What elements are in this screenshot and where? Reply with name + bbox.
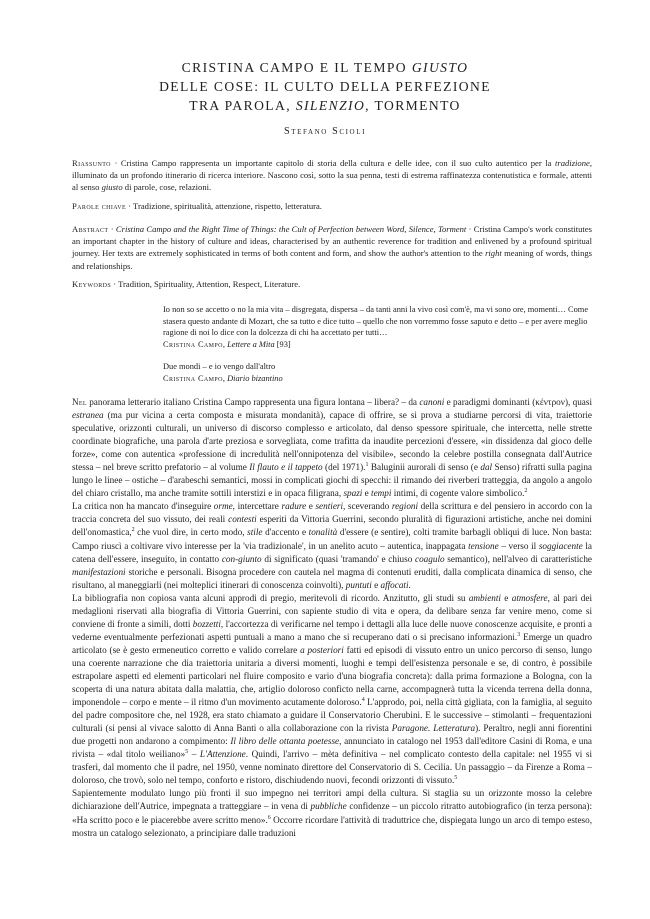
parole-chiave-label: Parole chiave <box>72 201 127 211</box>
epigraph-1-source: Cristina Campo, Lettere a Mita [93] <box>163 339 291 349</box>
epigraph-2-text: Due mondi – e io vengo dall'altro <box>163 362 276 371</box>
riassunto-label: Riassunto <box>72 158 111 168</box>
footnote-ref[interactable]: 1 <box>365 462 369 469</box>
title-line-3: TRA PAROLA, SILENZIO, TORMENTO <box>189 98 461 113</box>
body-paragraph-3: La bibliografia non copiosa vanta alcuni approdi di pregio, meritevoli di ricordo. Anzitutto, gli studi su ambienti e atmosfere, al pari dei medaglioni riservati alla biografia di Vittoria Guerrini, con sapiente studio di vita e opera, da delibare senza far venire meno, come si conviene di fronte a simili, dotti bozzetti, l'accortezza di verificarne nel tempo i dettagli alla luce delle nuove conoscenze acquisite, e pronti a vederne eventualmente perfezionati aspetti puntuali a mano a mano che si recuperano dati o si precisano informazioni.$^3$ Emerge un quadro articolato (se è gesto ermeneutico corretto e valido correlare a posteriori fatti ed episodi di vissuto entro un unico percorso di senso, lungo una coerente narrazione che dia traiettoria unitaria a diversi momenti, luoghi e tempi dell'esistenza personale e se, di contro, è possibile estrapolare aspetti ed elementi particolari nel fluire composito e vario d'una biografia concreta): dalla prima formazione a Bologna, con la scoperta di una natura abitata dalla malattia, che, artiglio doloroso conficto nella carne, accompagnerà tutta la vicenda terrena della donna, imponendole – corpo e mente – il ritmo d'un movimento acutamente doloroso.$^4$ L'approdo, poi, nella città gigliata, con la famiglia, al seguito del padre compositore che, nel 1928, era stato chiamato a guidare il Conservatorio Cherubini. E le successive – stimolanti – frequentazioni culturali (si pensi al vivace salotto di Anna Banti o alla collaborazione con la rivista Paragone. Letteratura). Peraltro, negli anni fiorentini due progetti non andarono a compimento: Il libro delle ottanta poetesse, annunciato in catalogo nel 1953 dall'editore Casini di Roma, e una rivista – «dal titolo weiliano»$^5$ – L'Attenzione. Quindi, l'arrivo – mèta definitiva – nel complicato contesto della capitale: nel 1955 vi si trasferì, dal momento che il padre, nel 1950, venne nominato direttore del Conservatorio di S. Cecilia. Un passaggio – da Firenze a Roma – doloroso, che trovò, solo nel tempo, conforto e ristoro, dischiudendo nuovi, fecondi orizzonti di vissuto.$^5$ <box>72 592 593 786</box>
footnote-ref[interactable]: 3 <box>517 631 521 638</box>
footnote-ref[interactable]: 6 <box>267 814 271 821</box>
riassunto-paragraph: Riassunto · Cristina Campo rappresenta un importante capitolo di storia della cultura e delle idee, con il suo culto autentico per la tradizione, illuminato da un profondo itinerario di ricerca interiore. Nascono così, sotto la sua penna, testi di estrema raffinatezza contenutistica e formale, attenti al senso giusto di parole, cose, relazioni. <box>72 158 592 193</box>
footnote-ref[interactable]: 5 <box>454 775 458 782</box>
keywords-label: Keywords <box>72 279 112 289</box>
body-paragraph-1: Nel panorama letterario italiano Cristina Campo rappresenta una figura lontana – libera? – da canoni e paradigmi dominanti (κέντρον), quasi estranea (ma pur vicina a certa composta e misurata mondanità), capace di offrire, se si prova a studiarne percorsi di vita, traiettorie speculative, orizzonti culturali, un universo di discorso complesso e articolato, dal denso spessore spirituale, che intercetta, nelle strette coordinate biografiche, una parola d'arte preziosa e sorvegliata, come trafitta da inaudite percezioni d'essere, «in dissidenza dal gioco delle forze», come con autentica «professione di incredulità nell'onnipotenza del visibile», secondo la celebre postilla consegnata dall'Autrice stessa – nel breve scritto prefatorio – al volume Il flauto e il tappeto (del 1971).$^1$ Baluginii aurorali di senso (e dal Senso) rifratti sulla pagina lungo le linee – ostiche – d'arabeschi semantici, mossi in complicati giochi di specchi: il rimando dei riverberi tratteggia, da angolo a angolo del chiaro cristallo, ma anche tramite sottili interstizi e in opaca filigrana, spazi e tempi intimi, di cogente valore simbolico.$^2$ <box>72 397 593 499</box>
footnote-ref[interactable]: 2 <box>131 527 135 534</box>
footnote-ref[interactable]: 4 <box>361 697 365 704</box>
abstract-paragraph: Abstract · Cristina Campo and the Right Time of Things: the Cult of Perfection between Word, Silence, Torment · Cristina Campo's work constitutes an important chapter in the history of culture and ideas, characterised by an authentic reverence for tradition and enlivened by a profound spiritual journey. Her texts are extremely sophisticated in terms of both content and form, and show the author's attention to the right meaning of words, things and relationships. <box>72 224 593 271</box>
epigraph-2-source: Cristina Campo, Diario bizantino <box>163 373 283 383</box>
footnote-ref[interactable]: 5 <box>185 749 189 756</box>
epigraph-2 <box>163 361 591 384</box>
parole-chiave-paragraph: Parole chiave · Tradizione, spiritualità, attenzione, rispetto, letteratura. <box>72 201 322 211</box>
body-paragraph-4: Sapientemente modulato lungo più fronti il suo impegno nei territori ampi della cultura. Si staglia su un orizzonte mosso la celebre dichiarazione dell'Autrice, impegnata a tratteggiare – in vena di pubbliche confidenze – un piccolo ritratto autobiografico (in terza persona): «Ha scritto poco e le piacerebbe avere scritto meno».$^6$ Occorre ricordare l'attività di traduttrice che, dispiegata lungo un arco di tempo esteso, mostra un catalogo selezionato, a principiare dalle traduzioni <box>72 788 592 838</box>
keywords-paragraph: Keywords · Tradition, Spirituality, Attention, Respect, Literature. <box>72 279 301 289</box>
epigraph-1-text: Io non so se accetto o no la mia vita – disgregata, dispersa – da tanti anni la vivo così com'è, ma vi sono ore, momenti… Come stasera questo andante di Mozart, che sa tutto e dice tutto – quello che non vorremmo fosse saputo e detto – e per avere meglio ragione di noi lo dice con la dolcezza di chi ha accettato per tutti… <box>163 305 589 338</box>
title-line-2: DELLE COSE: IL CULTO DELLA PERFEZIONE <box>159 79 491 94</box>
body-paragraph-2: La critica non ha mancato d'inseguire orme, intercettare radure e sentieri, sceverando regioni della scrittura e del pensiero in accordo con la traccia concreta del suo vissuto, dei reali contesti esperiti da Vittoria Guerrini, secondo pluralità di figurazioni artistiche, anche nei domini dell'onomastica,$^2$ che vuol dire, in certo modo, stile d'accento e tonalità d'essere (e sentire), colti tramite barbagli obliqui di luce. Non basta: Campo riuscì a coltivare vivo interesse per la 'via tradizionale', in un anelito acuto – autentica, inappagata tensione – verso il soggiacente la catena dell'essere, inseguito, in contatto con-giunto di significato (quasi 'tramando' e chiuso coagulo semantico), nell'alveo di caratteristiche manifestazioni storiche e personali. Bisogna procedere con cautela nel magma di contenuti eruditi, dalla complicata dinamica di senso, che risultano, al maneggiarli (nei molteplici itinerari di conoscenza coinvolti), puntuti e affocati. <box>72 501 593 590</box>
epigraph-1 <box>163 304 591 350</box>
title-line-1: CRISTINA CAMPO E IL TEMPO GIUSTO <box>181 60 469 75</box>
author-name: Stefano Scioli <box>283 126 367 137</box>
article-body <box>72 396 592 840</box>
abstract-label: Abstract <box>72 224 109 234</box>
footnote-ref[interactable]: 2 <box>524 488 528 495</box>
